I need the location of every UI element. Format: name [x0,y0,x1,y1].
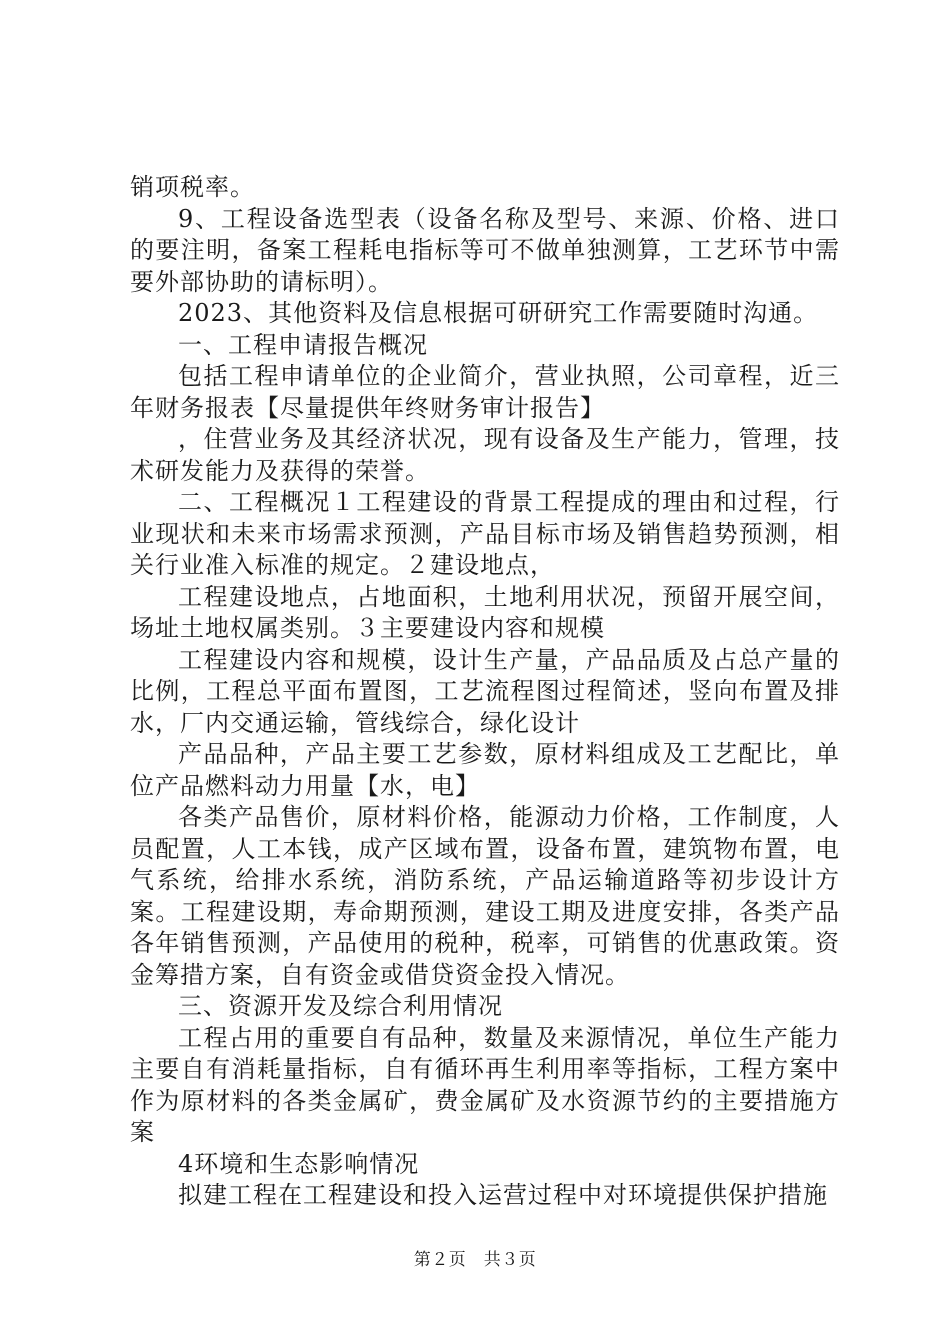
paragraph: 9、工程设备选型表（设备名称及型号、来源、价格、进口的要注明，备案工程耗电指标等可不做单独测算，工艺环节中需要外部协助的请标明）。 [130,204,840,296]
paragraph: 工程占用的重要自有品种，数量及来源情况，单位生产能力主要自有消耗量指标，自有循环再生利用率等指标，工程方案中作为原材料的各类金属矿，费金属矿及水资源节约的主要措施方案 [130,1023,840,1146]
section-heading: 一、工程申请报告概况 [178,330,428,359]
paragraph: 各类产品售价，原材料价格，能源动力价格，工作制度，人员配置，人工本钱，成产区域布置，设备布置，建筑物布置，电气系统，给排水系统，消防系统，产品运输道路等初步设计方案。工程建设期，寿命期预测，建设工期及进度安排，各类产品各年销售预测，产品使用的税种，税率，可销售的优惠政策。资金筹措方案，自有资金或借贷资金投入情况。 [130,803,840,989]
section-heading: 三、资源开发及综合利用情况 [178,992,503,1020]
paragraph: 工程建设地点，占地面积，土地利用状况，预留开展空间，场址土地权属类别。３主要建设内容和规模 [130,582,840,642]
paragraph: 工程建设内容和规模，设计生产量，产品品质及占总产量的比例，工程总平面布置图，工艺流程图过程简述，竖向布置及排水，厂内交通运输，管线综合，绿化设计 [130,645,840,737]
paragraph: 产品品种，产品主要工艺参数，原材料组成及工艺配比，单位产品燃料动力用量【水，电】 [130,740,840,800]
page-number-footer: 第２页 共３页 [413,1250,537,1270]
section-heading: 4环境和生态影响情况 [178,1149,420,1178]
paragraph: ，住营业务及其经济状况，现有设备及生产能力，管理，技术研发能力及获得的荣誉。 [130,425,840,485]
paragraph: 包括工程申请单位的企业简介，营业执照，公司章程，近三年财务报表【尽量提供年终财务审计报告】 [130,362,840,422]
paragraph: 拟建工程在工程建设和投入运营过程中对环境提供保护措施 [178,1181,828,1209]
paragraph: 销项税率。 [130,173,255,201]
paragraph: 二、工程概况１工程建设的背景工程提成的理由和过程，行业现状和未来市场需求预测，产品目标市场及销售趋势预测，相关行业准入标准的规定。２建设地点， [130,488,840,579]
document-body [130,172,840,1212]
paragraph: 2023、其他资料及信息根据可研研究工作需要随时沟通。 [178,299,819,327]
